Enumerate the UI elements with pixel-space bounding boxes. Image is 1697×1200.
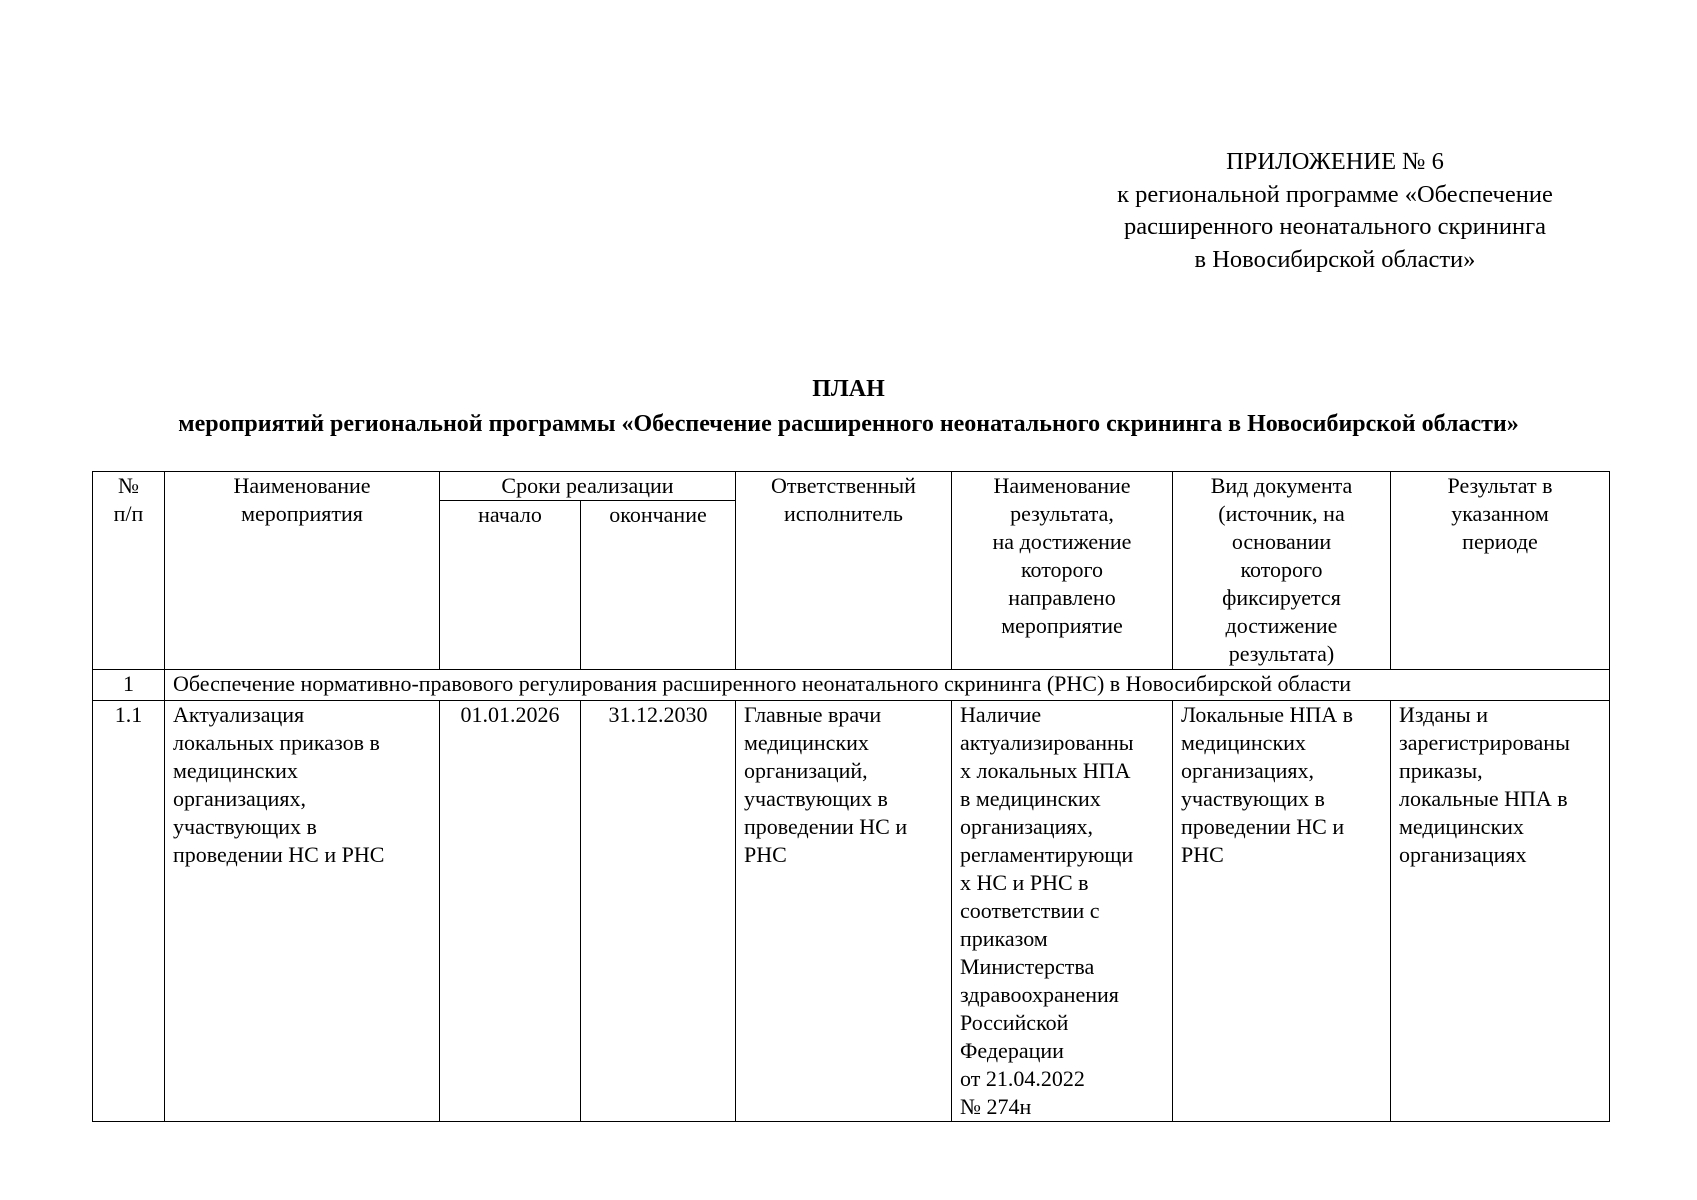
cell-text: регламентирующи bbox=[960, 842, 1134, 867]
header-text: достижение bbox=[1225, 613, 1338, 638]
cell-text: актуализированны bbox=[960, 730, 1134, 755]
cell-text: в медицинских bbox=[960, 786, 1101, 811]
plan-table bbox=[92, 471, 1610, 1122]
row-document-type bbox=[1173, 701, 1391, 1122]
header-text: периоде bbox=[1462, 529, 1538, 554]
section-num: 1 bbox=[93, 670, 165, 701]
cell-text: медицинских bbox=[173, 758, 298, 783]
table-row bbox=[93, 701, 1610, 1122]
appendix-line: в Новосибирской области» bbox=[1194, 245, 1476, 273]
header-text: исполнитель bbox=[784, 501, 903, 526]
header-name bbox=[165, 472, 440, 670]
header-text: которого bbox=[1240, 557, 1323, 582]
row-executor bbox=[736, 701, 952, 1122]
cell-text: Российской bbox=[960, 1010, 1069, 1035]
cell-text: Изданы и bbox=[1399, 702, 1488, 727]
section-row bbox=[93, 670, 1610, 701]
cell-text: РНС bbox=[744, 842, 787, 867]
cell-text: приказы, bbox=[1399, 758, 1483, 783]
cell-text: локальные НПА в bbox=[1399, 786, 1568, 811]
cell-text: РНС bbox=[1181, 842, 1224, 867]
header-text: Результат в bbox=[1447, 473, 1553, 498]
header-text: на достижение bbox=[992, 529, 1132, 554]
header-text: (источник, на bbox=[1218, 501, 1345, 526]
cell-text: участвующих в bbox=[744, 786, 888, 811]
header-text: Вид документа bbox=[1210, 473, 1353, 498]
cell-text: проведении НС и bbox=[1181, 814, 1345, 839]
cell-text: от 21.04.2022 bbox=[960, 1066, 1085, 1091]
cell-text: медицинских bbox=[1181, 730, 1306, 755]
header-text: результата, bbox=[1010, 501, 1114, 526]
header-document-type bbox=[1173, 472, 1391, 670]
cell-text: организаций, bbox=[744, 758, 868, 783]
header-text: Ответственный bbox=[771, 473, 916, 498]
cell-text: Локальные НПА в bbox=[1181, 702, 1354, 727]
cell-text: организациях, bbox=[1181, 758, 1314, 783]
cell-text: организациях, bbox=[173, 786, 306, 811]
appendix-line: ПРИЛОЖЕНИЕ № 6 bbox=[1226, 148, 1444, 175]
row-start: 01.01.2026 bbox=[440, 701, 581, 1122]
cell-text: локальных приказов в bbox=[173, 730, 380, 755]
header-text: п/п bbox=[113, 501, 144, 526]
header-text: мероприятие bbox=[1001, 613, 1123, 638]
cell-text: медицинских bbox=[744, 730, 869, 755]
header-result-period bbox=[1391, 472, 1610, 670]
table-header-row bbox=[93, 472, 1610, 501]
cell-text: медицинских bbox=[1399, 814, 1524, 839]
header-period: Сроки реализации bbox=[440, 472, 736, 501]
cell-text: № 274н bbox=[960, 1094, 1032, 1119]
header-end: окончание bbox=[581, 501, 736, 670]
cell-text: проведении НС и bbox=[744, 814, 908, 839]
row-num: 1.1 bbox=[93, 701, 165, 1122]
header-executor bbox=[736, 472, 952, 670]
header-text: Наименование bbox=[993, 473, 1131, 498]
title-subtitle: мероприятий региональной программы «Обеспечение расширенного неонатального скрининга в Новосибирской области» bbox=[178, 411, 1519, 437]
row-end: 31.12.2030 bbox=[581, 701, 736, 1122]
document-title bbox=[30, 372, 1667, 442]
header-text: направлено bbox=[1008, 585, 1116, 610]
cell-text: организациях bbox=[1399, 842, 1527, 867]
appendix-line: расширенного неонатального скрининга bbox=[1123, 213, 1547, 240]
header-text: указанном bbox=[1451, 501, 1549, 526]
cell-text: участвующих в bbox=[1181, 786, 1325, 811]
cell-text: Главные врачи bbox=[744, 702, 882, 727]
appendix-line: к региональной программе «Обеспечение bbox=[1117, 180, 1553, 208]
cell-text: зарегистрированы bbox=[1399, 730, 1570, 755]
cell-text: х локальных НПА bbox=[960, 758, 1131, 783]
cell-text: приказом bbox=[960, 926, 1048, 951]
title-heading: ПЛАН bbox=[812, 376, 885, 402]
header-text: Наименование bbox=[233, 473, 371, 498]
cell-text: соответствии с bbox=[960, 898, 1100, 923]
cell-text: Актуализация bbox=[173, 702, 305, 727]
cell-text: х НС и РНС в bbox=[960, 870, 1089, 895]
header-start: начало bbox=[440, 501, 581, 670]
cell-text: участвующих в bbox=[173, 814, 317, 839]
header-text: фиксируется bbox=[1222, 585, 1341, 610]
header-result-name bbox=[952, 472, 1173, 670]
section-text: Обеспечение нормативно-правового регулирования расширенного неонатального скрининга (РНС) в Новосибирской области bbox=[165, 670, 1610, 701]
cell-text: Министерства bbox=[960, 954, 1095, 979]
appendix-header bbox=[1075, 146, 1595, 276]
cell-text: Наличие bbox=[960, 702, 1042, 727]
cell-text: проведении НС и РНС bbox=[173, 842, 385, 867]
row-name bbox=[165, 701, 440, 1122]
cell-text: организациях, bbox=[960, 814, 1093, 839]
row-result-name bbox=[952, 701, 1173, 1122]
header-text: мероприятия bbox=[241, 501, 363, 526]
header-num bbox=[93, 472, 165, 670]
header-text: которого bbox=[1020, 557, 1104, 582]
cell-text: Федерации bbox=[960, 1038, 1064, 1063]
cell-text: здравоохранения bbox=[960, 982, 1119, 1007]
header-text: результата) bbox=[1228, 641, 1335, 666]
row-result-period bbox=[1391, 701, 1610, 1122]
header-text: № bbox=[118, 473, 139, 498]
header-text: основании bbox=[1231, 529, 1332, 554]
